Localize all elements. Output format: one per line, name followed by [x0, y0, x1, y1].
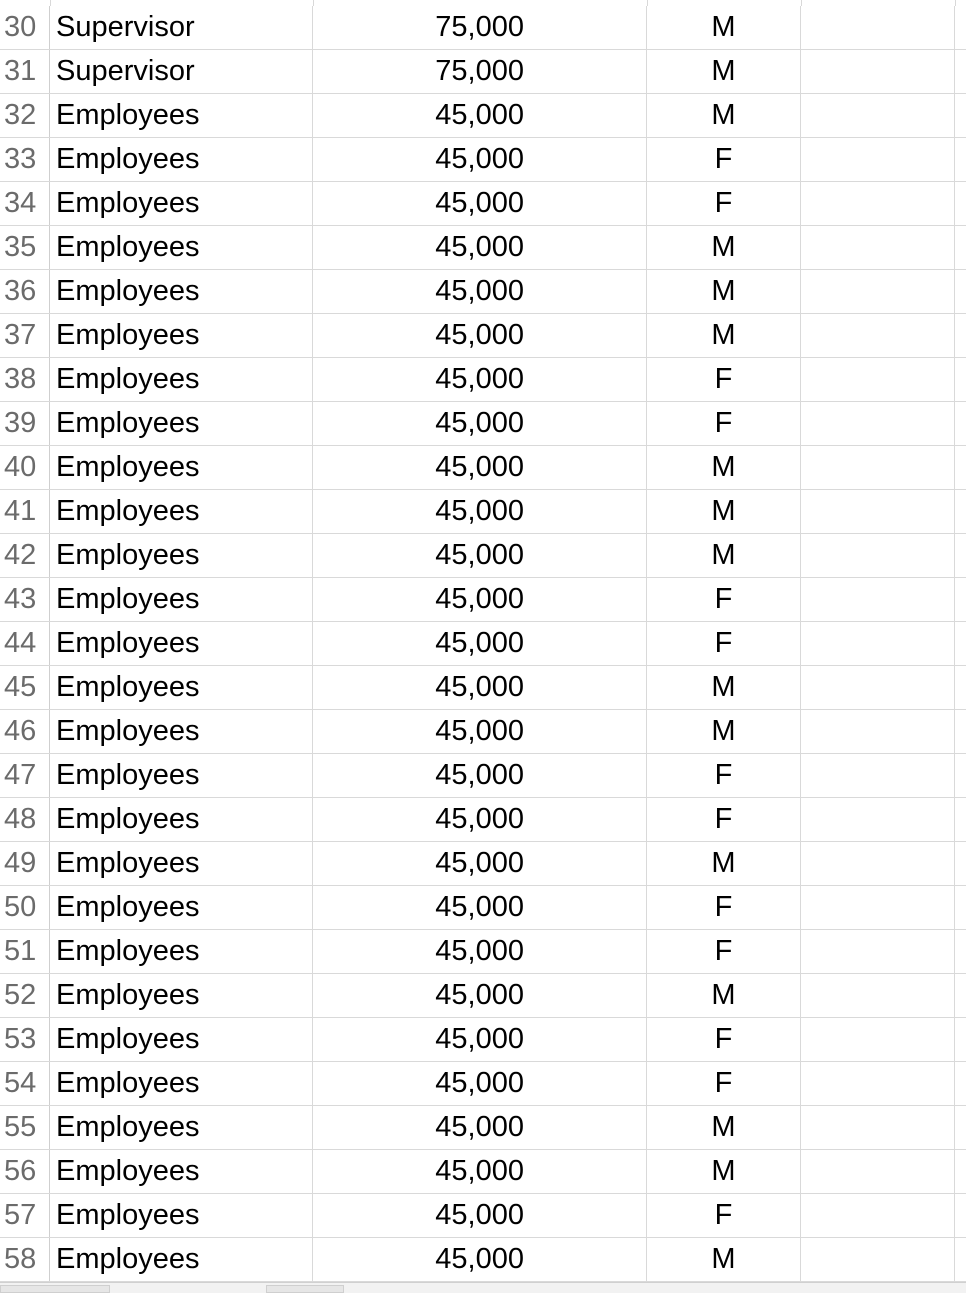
cell-empty-edge[interactable] [955, 842, 966, 885]
row-number-header[interactable]: 48 [0, 798, 50, 841]
cell-gender[interactable]: M [647, 226, 801, 269]
cell-role[interactable]: Employees [50, 930, 313, 973]
row-number-header[interactable]: 46 [0, 710, 50, 753]
cell-empty-edge[interactable] [955, 710, 966, 753]
cell-empty[interactable] [801, 974, 955, 1017]
cell-empty[interactable] [801, 1018, 955, 1061]
table-row[interactable] [0, 974, 966, 1018]
cell-empty-edge[interactable] [955, 358, 966, 401]
row-number-header[interactable]: 53 [0, 1018, 50, 1061]
cell-empty-edge[interactable] [955, 1194, 966, 1237]
cell-gender[interactable]: F [647, 930, 801, 973]
cell-empty-edge[interactable] [955, 446, 966, 489]
cell-empty[interactable] [801, 930, 955, 973]
cell-empty-edge[interactable] [955, 1018, 966, 1061]
sheet-tab-bar [0, 1282, 966, 1293]
cell-salary[interactable]: 45,000 [313, 666, 647, 709]
cell-salary[interactable]: 45,000 [313, 270, 647, 313]
table-row[interactable] [0, 1194, 966, 1238]
cell-role[interactable]: Employees [50, 226, 313, 269]
table-row[interactable] [0, 226, 966, 270]
cell-role[interactable]: Employees [50, 314, 313, 357]
cell-salary[interactable]: 45,000 [313, 842, 647, 885]
table-row[interactable] [0, 534, 966, 578]
cell-salary[interactable]: 45,000 [313, 534, 647, 577]
cell-empty[interactable] [801, 1238, 955, 1281]
table-row[interactable] [0, 1062, 966, 1106]
row-number-header[interactable]: 52 [0, 974, 50, 1017]
cell-gender[interactable]: F [647, 798, 801, 841]
cell-empty-edge[interactable] [955, 578, 966, 621]
cell-salary[interactable]: 45,000 [313, 358, 647, 401]
cell-role[interactable]: Employees [50, 974, 313, 1017]
row-number-header[interactable]: 51 [0, 930, 50, 973]
cell-gender[interactable]: F [647, 138, 801, 181]
row-number-header[interactable]: 31 [0, 50, 50, 93]
cell-empty-edge[interactable] [955, 798, 966, 841]
table-row[interactable] [0, 6, 966, 50]
cell-salary[interactable]: 45,000 [313, 314, 647, 357]
cell-salary[interactable]: 75,000 [313, 50, 647, 93]
cell-role[interactable]: Employees [50, 270, 313, 313]
table-row[interactable] [0, 314, 966, 358]
cell-empty[interactable] [801, 842, 955, 885]
row-number-header[interactable]: 30 [0, 6, 50, 49]
cell-empty-edge[interactable] [955, 1238, 966, 1281]
cell-salary[interactable]: 45,000 [313, 226, 647, 269]
cell-salary[interactable]: 45,000 [313, 1194, 647, 1237]
cell-empty-edge[interactable] [955, 1062, 966, 1105]
cell-gender[interactable]: F [647, 622, 801, 665]
row-number-header[interactable]: 58 [0, 1238, 50, 1281]
cell-empty[interactable] [801, 886, 955, 929]
cell-empty[interactable] [801, 182, 955, 225]
cell-gender[interactable]: M [647, 842, 801, 885]
table-row[interactable] [0, 402, 966, 446]
cell-role[interactable]: Employees [50, 666, 313, 709]
cell-empty-edge[interactable] [955, 754, 966, 797]
table-row[interactable] [0, 666, 966, 710]
cell-empty[interactable] [801, 6, 955, 49]
cell-empty-edge[interactable] [955, 138, 966, 181]
cell-gender[interactable]: M [647, 666, 801, 709]
cell-role[interactable]: Employees [50, 622, 313, 665]
cell-gender[interactable]: F [647, 1194, 801, 1237]
cell-role[interactable]: Supervisor [50, 6, 313, 49]
row-number-header[interactable]: 43 [0, 578, 50, 621]
cell-empty[interactable] [801, 358, 955, 401]
cell-gender[interactable]: F [647, 182, 801, 225]
table-row[interactable] [0, 578, 966, 622]
cell-role[interactable]: Employees [50, 402, 313, 445]
cell-gender[interactable]: F [647, 1062, 801, 1105]
row-number-header[interactable]: 34 [0, 182, 50, 225]
cell-gender[interactable]: F [647, 402, 801, 445]
cell-gender[interactable]: M [647, 314, 801, 357]
cell-empty-edge[interactable] [955, 886, 966, 929]
cell-empty-edge[interactable] [955, 6, 966, 49]
cell-empty[interactable] [801, 50, 955, 93]
cell-gender[interactable]: F [647, 358, 801, 401]
row-number-header[interactable]: 56 [0, 1150, 50, 1193]
cell-role[interactable]: Employees [50, 710, 313, 753]
cell-empty-edge[interactable] [955, 490, 966, 533]
cell-salary[interactable]: 45,000 [313, 1018, 647, 1061]
cell-gender[interactable]: F [647, 886, 801, 929]
cell-gender[interactable]: M [647, 490, 801, 533]
cell-salary[interactable]: 45,000 [313, 1238, 647, 1281]
cell-salary[interactable]: 45,000 [313, 886, 647, 929]
cell-empty[interactable] [801, 446, 955, 489]
cell-empty[interactable] [801, 94, 955, 137]
row-number-header[interactable]: 39 [0, 402, 50, 445]
cell-empty[interactable] [801, 798, 955, 841]
cell-gender[interactable]: F [647, 1018, 801, 1061]
table-row[interactable] [0, 1150, 966, 1194]
cell-empty-edge[interactable] [955, 534, 966, 577]
cell-salary[interactable]: 45,000 [313, 182, 647, 225]
row-number-header[interactable]: 40 [0, 446, 50, 489]
table-row[interactable] [0, 182, 966, 226]
row-number-header[interactable]: 33 [0, 138, 50, 181]
cell-salary[interactable]: 45,000 [313, 578, 647, 621]
table-row[interactable] [0, 798, 966, 842]
cell-empty-edge[interactable] [955, 314, 966, 357]
cell-salary[interactable]: 45,000 [313, 490, 647, 533]
table-row[interactable] [0, 842, 966, 886]
row-number-header[interactable]: 50 [0, 886, 50, 929]
row-number-header[interactable]: 42 [0, 534, 50, 577]
cell-gender[interactable]: M [647, 1238, 801, 1281]
table-row[interactable] [0, 754, 966, 798]
cell-salary[interactable]: 45,000 [313, 1150, 647, 1193]
table-row[interactable] [0, 138, 966, 182]
cell-gender[interactable]: M [647, 534, 801, 577]
cell-empty[interactable] [801, 1106, 955, 1149]
cell-role[interactable]: Employees [50, 1106, 313, 1149]
table-row[interactable] [0, 886, 966, 930]
row-number-header[interactable]: 45 [0, 666, 50, 709]
cell-role[interactable]: Employees [50, 1150, 313, 1193]
cell-salary[interactable]: 45,000 [313, 974, 647, 1017]
cell-role[interactable]: Employees [50, 1238, 313, 1281]
cell-empty[interactable] [801, 490, 955, 533]
table-row[interactable] [0, 270, 966, 314]
cell-salary[interactable]: 45,000 [313, 1106, 647, 1149]
cell-role[interactable]: Employees [50, 138, 313, 181]
table-row[interactable] [0, 622, 966, 666]
table-row[interactable] [0, 358, 966, 402]
cell-salary[interactable]: 45,000 [313, 402, 647, 445]
cell-role[interactable]: Employees [50, 754, 313, 797]
row-number-header[interactable]: 57 [0, 1194, 50, 1237]
cell-gender[interactable]: M [647, 1150, 801, 1193]
cell-empty-edge[interactable] [955, 930, 966, 973]
cell-empty[interactable] [801, 314, 955, 357]
cell-empty[interactable] [801, 754, 955, 797]
cell-gender[interactable]: M [647, 94, 801, 137]
table-row[interactable] [0, 446, 966, 490]
cell-role[interactable]: Employees [50, 842, 313, 885]
cell-role[interactable]: Employees [50, 182, 313, 225]
table-row[interactable] [0, 1018, 966, 1062]
cell-empty-edge[interactable] [955, 94, 966, 137]
cell-empty-edge[interactable] [955, 974, 966, 1017]
cell-gender[interactable]: M [647, 446, 801, 489]
cell-role[interactable]: Employees [50, 534, 313, 577]
row-number-header[interactable]: 41 [0, 490, 50, 533]
row-number-header[interactable]: 37 [0, 314, 50, 357]
cell-role[interactable]: Employees [50, 1194, 313, 1237]
cell-role[interactable]: Employees [50, 446, 313, 489]
table-row[interactable] [0, 50, 966, 94]
cell-role[interactable]: Employees [50, 358, 313, 401]
cell-role[interactable]: Employees [50, 1018, 313, 1061]
table-row[interactable] [0, 1238, 966, 1282]
cell-salary[interactable]: 45,000 [313, 622, 647, 665]
cell-salary[interactable]: 45,000 [313, 1062, 647, 1105]
cell-empty-edge[interactable] [955, 182, 966, 225]
spreadsheet-grid[interactable] [0, 6, 966, 1282]
table-row[interactable] [0, 490, 966, 534]
row-number-header[interactable]: 49 [0, 842, 50, 885]
cell-empty[interactable] [801, 1150, 955, 1193]
table-row[interactable] [0, 930, 966, 974]
cell-gender[interactable]: M [647, 50, 801, 93]
cell-salary[interactable]: 75,000 [313, 6, 647, 49]
cell-empty[interactable] [801, 578, 955, 621]
cell-empty[interactable] [801, 666, 955, 709]
cell-salary[interactable]: 45,000 [313, 94, 647, 137]
cell-gender[interactable]: F [647, 578, 801, 621]
cell-role[interactable]: Employees [50, 490, 313, 533]
cell-gender[interactable]: M [647, 1106, 801, 1149]
cell-salary[interactable]: 45,000 [313, 930, 647, 973]
cell-empty[interactable] [801, 622, 955, 665]
cell-empty[interactable] [801, 138, 955, 181]
cell-role[interactable]: Employees [50, 886, 313, 929]
cell-empty-edge[interactable] [955, 666, 966, 709]
cell-empty[interactable] [801, 402, 955, 445]
cell-empty[interactable] [801, 226, 955, 269]
table-row[interactable] [0, 1106, 966, 1150]
cell-gender[interactable]: M [647, 270, 801, 313]
row-number-header[interactable]: 38 [0, 358, 50, 401]
cell-empty-edge[interactable] [955, 622, 966, 665]
table-row[interactable] [0, 94, 966, 138]
cell-empty-edge[interactable] [955, 402, 966, 445]
cell-empty[interactable] [801, 710, 955, 753]
cell-empty-edge[interactable] [955, 226, 966, 269]
cell-gender[interactable]: F [647, 754, 801, 797]
row-number-header[interactable]: 47 [0, 754, 50, 797]
cell-salary[interactable]: 45,000 [313, 138, 647, 181]
cell-empty[interactable] [801, 270, 955, 313]
cell-role[interactable]: Employees [50, 94, 313, 137]
cell-role[interactable]: Employees [50, 578, 313, 621]
cell-salary[interactable]: 45,000 [313, 754, 647, 797]
cell-empty-edge[interactable] [955, 1106, 966, 1149]
row-number-header[interactable]: 35 [0, 226, 50, 269]
cell-role[interactable]: Supervisor [50, 50, 313, 93]
cell-salary[interactable]: 45,000 [313, 710, 647, 753]
cell-empty[interactable] [801, 1194, 955, 1237]
row-number-header[interactable]: 32 [0, 94, 50, 137]
cell-empty[interactable] [801, 534, 955, 577]
cell-gender[interactable]: M [647, 710, 801, 753]
cell-salary[interactable]: 45,000 [313, 798, 647, 841]
cell-gender[interactable]: M [647, 6, 801, 49]
cell-gender[interactable]: M [647, 974, 801, 1017]
cell-empty-edge[interactable] [955, 270, 966, 313]
row-number-header[interactable]: 44 [0, 622, 50, 665]
row-number-header[interactable]: 54 [0, 1062, 50, 1105]
cell-empty-edge[interactable] [955, 50, 966, 93]
row-number-header[interactable]: 36 [0, 270, 50, 313]
cell-role[interactable]: Employees [50, 798, 313, 841]
row-number-header[interactable]: 55 [0, 1106, 50, 1149]
table-row[interactable] [0, 710, 966, 754]
cell-empty-edge[interactable] [955, 1150, 966, 1193]
cell-role[interactable]: Employees [50, 1062, 313, 1105]
cell-empty[interactable] [801, 1062, 955, 1105]
cell-salary[interactable]: 45,000 [313, 446, 647, 489]
